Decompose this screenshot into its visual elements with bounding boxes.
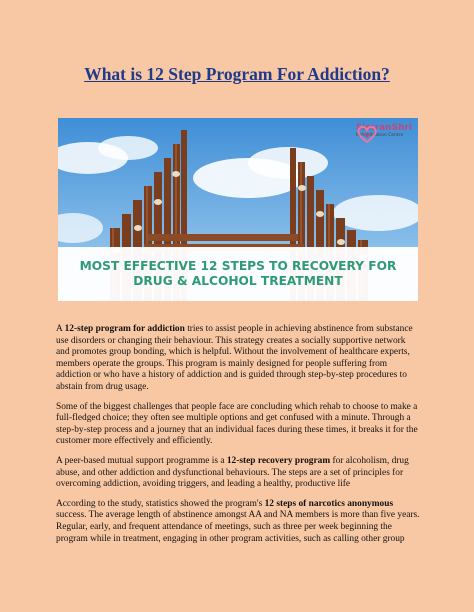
text-run: According to the study, statistics showed the program's — [56, 498, 265, 509]
banner-caption — [58, 247, 418, 301]
paragraph — [56, 402, 421, 448]
bold-phrase: 12-step recovery program — [226, 455, 331, 466]
page-title: What is 12 Step Program For Addiction? — [84, 64, 390, 84]
logo-name: SimranShri — [355, 123, 412, 133]
banner-caption-line-1: MOST EFFECTIVE 12 STEPS TO RECOVERY FOR — [79, 259, 397, 273]
text-run: Some of the biggest challenges that people face are concluding which rehab to choose to make a full-fledged choice; they often see multiple options and get confused with a minute. Through a step-by-step process and a journey that an individual faces during these times, it breaks it for the customer more effectively and efficiently. — [56, 401, 418, 447]
paragraph — [56, 499, 421, 545]
banner-image — [58, 118, 418, 301]
paragraph — [56, 324, 421, 394]
bold-phrase: 12 steps of narcotics anonymous — [264, 498, 394, 509]
article-body — [56, 324, 421, 553]
paragraph — [56, 456, 421, 491]
heart-hands-icon — [356, 124, 378, 144]
bold-phrase: 12-step program for addiction — [64, 324, 185, 334]
logo — [356, 124, 412, 139]
logo-subtitle: Rehabilitation Centre — [355, 133, 404, 138]
text-run: A peer-based mutual support programme is a — [56, 455, 227, 466]
banner-caption-line-2: DRUG & ALCOHOL TREATMENT — [133, 274, 343, 288]
text-run: success. The average length of abstinence amongst AA and NA members is more than five years. Regular, early, and frequent attendance of meetings, such as three per week beginning the program while in treatment, engaging in other program activities, such as calling other group — [56, 510, 420, 544]
text-run: A — [56, 324, 65, 334]
text-run: tries to assist people in achieving abstinence from substance use disorders or changing their behaviour. This strategy creates a socially supportive network and promotes group bonding, which is helpful. Without the involvement of healthcare experts, members operate the groups. This program is mainly designed for people suffering from addiction or who have a history of addiction and is guided through step-by-step procedures to abstain from drug usage. — [56, 324, 413, 392]
text-run: for alcoholism, drug abuse, and other addiction and dysfunctional behaviours. The steps are a set of principles for overcoming addiction, avoiding triggers, and leading a healthy, productive life — [56, 455, 409, 490]
